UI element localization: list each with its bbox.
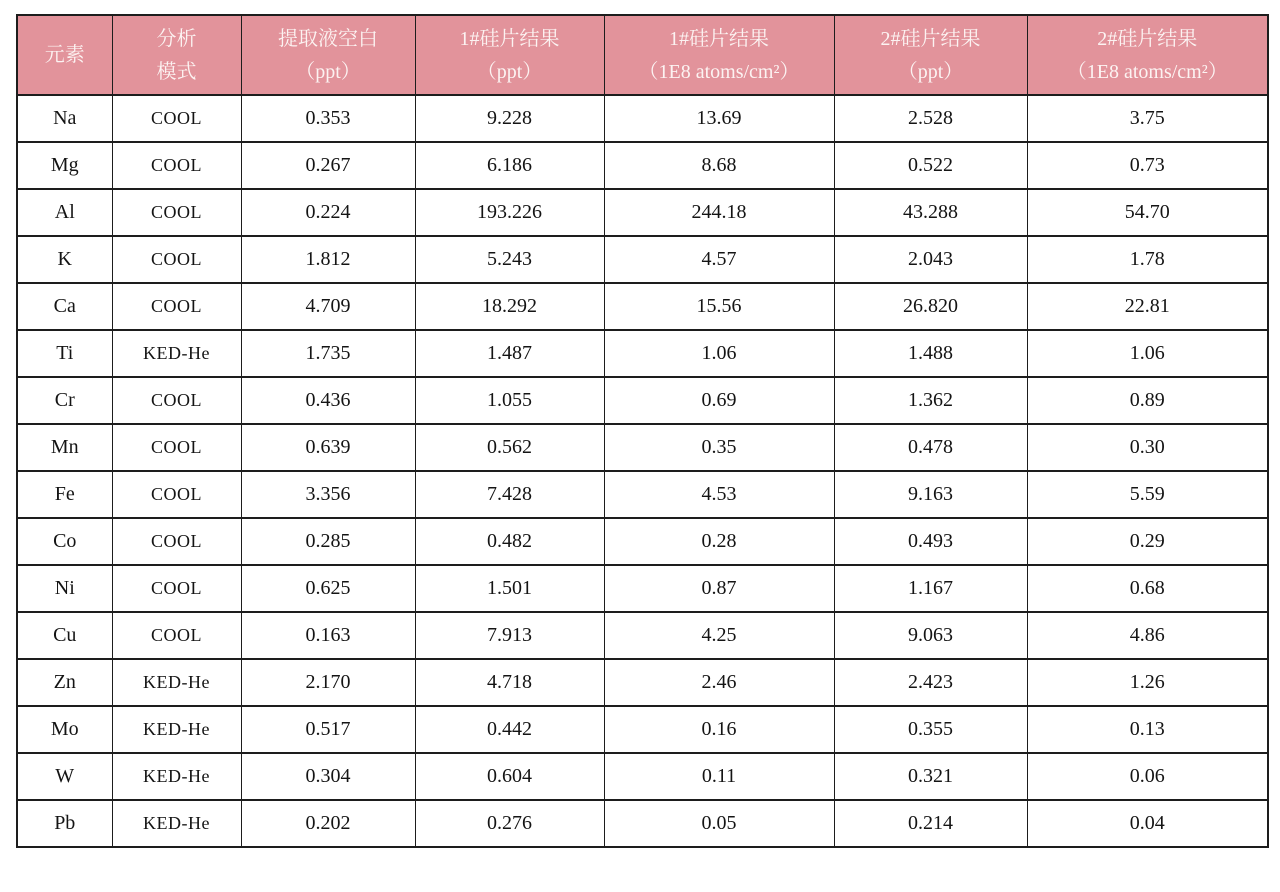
cell-w2_ppt: 9.163 bbox=[834, 471, 1027, 518]
cell-w2_ppt: 0.355 bbox=[834, 706, 1027, 753]
header-label: 分析 bbox=[156, 27, 197, 50]
cell-mode: COOL bbox=[112, 518, 241, 565]
cell-w1_ppt: 18.292 bbox=[415, 283, 604, 330]
cell-w2_atoms: 4.86 bbox=[1027, 612, 1268, 659]
header-cell-wafer1-ppt bbox=[415, 15, 604, 95]
cell-w1_ppt: 0.562 bbox=[415, 424, 604, 471]
cell-w1_ppt: 1.501 bbox=[415, 565, 604, 612]
table-row bbox=[17, 424, 1268, 471]
cell-w1_atoms: 0.28 bbox=[604, 518, 834, 565]
header-cell-wafer2-ppt bbox=[834, 15, 1027, 95]
table-row bbox=[17, 95, 1268, 142]
cell-w2_ppt: 0.478 bbox=[834, 424, 1027, 471]
cell-w2_atoms: 0.89 bbox=[1027, 377, 1268, 424]
cell-w2_atoms: 0.13 bbox=[1027, 706, 1268, 753]
cell-w1_atoms: 1.06 bbox=[604, 330, 834, 377]
cell-mode: KED-He bbox=[112, 659, 241, 706]
cell-w2_atoms: 1.26 bbox=[1027, 659, 1268, 706]
cell-w2_atoms: 0.29 bbox=[1027, 518, 1268, 565]
cell-w1_atoms: 8.68 bbox=[604, 142, 834, 189]
cell-element: Fe bbox=[17, 471, 112, 518]
header-cell-wafer2-atoms bbox=[1027, 15, 1268, 95]
cell-mode: COOL bbox=[112, 377, 241, 424]
cell-w2_atoms: 5.59 bbox=[1027, 471, 1268, 518]
cell-w2_atoms: 0.06 bbox=[1027, 753, 1268, 800]
cell-w1_ppt: 7.913 bbox=[415, 612, 604, 659]
cell-blank_ppt: 0.285 bbox=[241, 518, 415, 565]
cell-mode: COOL bbox=[112, 95, 241, 142]
cell-w2_ppt: 2.043 bbox=[834, 236, 1027, 283]
cell-w1_ppt: 193.226 bbox=[415, 189, 604, 236]
header-cell-element bbox=[17, 15, 112, 95]
header-label: 1#硅片结果 bbox=[669, 27, 769, 50]
header-cell-blank-ppt bbox=[241, 15, 415, 95]
cell-blank_ppt: 0.639 bbox=[241, 424, 415, 471]
cell-blank_ppt: 0.267 bbox=[241, 142, 415, 189]
table-row bbox=[17, 471, 1268, 518]
header-cell-wafer1-atoms bbox=[604, 15, 834, 95]
header-label: 元素 bbox=[44, 44, 85, 66]
cell-w1_atoms: 0.87 bbox=[604, 565, 834, 612]
header-sublabel: （ppt） bbox=[476, 60, 543, 83]
cell-blank_ppt: 0.625 bbox=[241, 565, 415, 612]
cell-w2_ppt: 2.528 bbox=[834, 95, 1027, 142]
cell-mode: COOL bbox=[112, 424, 241, 471]
cell-w1_ppt: 4.718 bbox=[415, 659, 604, 706]
cell-mode: COOL bbox=[112, 283, 241, 330]
cell-w1_atoms: 0.05 bbox=[604, 800, 834, 847]
cell-w1_ppt: 0.442 bbox=[415, 706, 604, 753]
cell-element: Cu bbox=[17, 612, 112, 659]
cell-element: Cr bbox=[17, 377, 112, 424]
cell-element: Al bbox=[17, 189, 112, 236]
cell-blank_ppt: 3.356 bbox=[241, 471, 415, 518]
cell-w2_atoms: 0.04 bbox=[1027, 800, 1268, 847]
cell-w1_atoms: 4.53 bbox=[604, 471, 834, 518]
cell-blank_ppt: 0.163 bbox=[241, 612, 415, 659]
table-row bbox=[17, 753, 1268, 800]
cell-mode: KED-He bbox=[112, 330, 241, 377]
header-sublabel: 模式 bbox=[156, 60, 197, 83]
cell-w1_ppt: 7.428 bbox=[415, 471, 604, 518]
cell-w2_ppt: 1.488 bbox=[834, 330, 1027, 377]
cell-w1_ppt: 5.243 bbox=[415, 236, 604, 283]
cell-w2_atoms: 1.78 bbox=[1027, 236, 1268, 283]
cell-element: K bbox=[17, 236, 112, 283]
cell-w2_ppt: 0.493 bbox=[834, 518, 1027, 565]
table-row bbox=[17, 518, 1268, 565]
cell-element: Mo bbox=[17, 706, 112, 753]
header-sublabel: （1E8 atoms/cm²） bbox=[1066, 60, 1228, 83]
cell-w1_ppt: 0.604 bbox=[415, 753, 604, 800]
table-row bbox=[17, 330, 1268, 377]
cell-mode: KED-He bbox=[112, 800, 241, 847]
cell-w1_ppt: 9.228 bbox=[415, 95, 604, 142]
table-row bbox=[17, 189, 1268, 236]
cell-w2_atoms: 0.30 bbox=[1027, 424, 1268, 471]
cell-w1_ppt: 1.487 bbox=[415, 330, 604, 377]
header-row bbox=[17, 15, 1268, 95]
cell-w2_atoms: 0.73 bbox=[1027, 142, 1268, 189]
cell-w2_ppt: 0.522 bbox=[834, 142, 1027, 189]
header-label: 2#硅片结果 bbox=[1097, 27, 1198, 50]
cell-blank_ppt: 0.224 bbox=[241, 189, 415, 236]
cell-blank_ppt: 0.353 bbox=[241, 95, 415, 142]
cell-element: Mn bbox=[17, 424, 112, 471]
cell-mode: KED-He bbox=[112, 753, 241, 800]
wafer-results-table bbox=[16, 14, 1269, 848]
cell-mode: KED-He bbox=[112, 706, 241, 753]
cell-w2_ppt: 26.820 bbox=[834, 283, 1027, 330]
header-label: 1#硅片结果 bbox=[459, 27, 560, 50]
table-row bbox=[17, 706, 1268, 753]
table-row bbox=[17, 236, 1268, 283]
cell-w2_ppt: 9.063 bbox=[834, 612, 1027, 659]
table-body bbox=[17, 95, 1268, 847]
cell-w1_atoms: 244.18 bbox=[604, 189, 834, 236]
header-sublabel: （ppt） bbox=[295, 60, 361, 83]
header-sublabel: （ppt） bbox=[897, 60, 964, 83]
cell-w1_atoms: 0.35 bbox=[604, 424, 834, 471]
cell-blank_ppt: 4.709 bbox=[241, 283, 415, 330]
cell-w1_ppt: 6.186 bbox=[415, 142, 604, 189]
cell-element: W bbox=[17, 753, 112, 800]
table-row bbox=[17, 142, 1268, 189]
cell-w2_ppt: 0.321 bbox=[834, 753, 1027, 800]
cell-blank_ppt: 0.517 bbox=[241, 706, 415, 753]
cell-w1_atoms: 2.46 bbox=[604, 659, 834, 706]
cell-blank_ppt: 0.304 bbox=[241, 753, 415, 800]
cell-element: Zn bbox=[17, 659, 112, 706]
header-cell-mode bbox=[112, 15, 241, 95]
cell-element: Mg bbox=[17, 142, 112, 189]
cell-element: Co bbox=[17, 518, 112, 565]
cell-element: Na bbox=[17, 95, 112, 142]
header-label: 提取液空白 bbox=[278, 27, 378, 50]
cell-w1_atoms: 4.25 bbox=[604, 612, 834, 659]
table-header bbox=[17, 15, 1268, 95]
cell-w2_atoms: 3.75 bbox=[1027, 95, 1268, 142]
cell-mode: COOL bbox=[112, 142, 241, 189]
cell-blank_ppt: 0.202 bbox=[241, 800, 415, 847]
cell-w2_ppt: 0.214 bbox=[834, 800, 1027, 847]
table-row bbox=[17, 800, 1268, 847]
cell-mode: COOL bbox=[112, 236, 241, 283]
cell-w2_atoms: 22.81 bbox=[1027, 283, 1268, 330]
cell-element: Ti bbox=[17, 330, 112, 377]
cell-w1_atoms: 4.57 bbox=[604, 236, 834, 283]
table-row bbox=[17, 612, 1268, 659]
cell-mode: COOL bbox=[112, 471, 241, 518]
cell-blank_ppt: 1.735 bbox=[241, 330, 415, 377]
cell-w1_atoms: 15.56 bbox=[604, 283, 834, 330]
cell-blank_ppt: 2.170 bbox=[241, 659, 415, 706]
cell-blank_ppt: 0.436 bbox=[241, 377, 415, 424]
table-row bbox=[17, 659, 1268, 706]
cell-w1_ppt: 0.276 bbox=[415, 800, 604, 847]
cell-blank_ppt: 1.812 bbox=[241, 236, 415, 283]
cell-w1_ppt: 0.482 bbox=[415, 518, 604, 565]
cell-w1_atoms: 13.69 bbox=[604, 95, 834, 142]
cell-mode: COOL bbox=[112, 189, 241, 236]
table-row bbox=[17, 377, 1268, 424]
cell-mode: COOL bbox=[112, 612, 241, 659]
cell-w2_ppt: 1.362 bbox=[834, 377, 1027, 424]
cell-w2_ppt: 2.423 bbox=[834, 659, 1027, 706]
cell-element: Pb bbox=[17, 800, 112, 847]
cell-w1_atoms: 0.69 bbox=[604, 377, 834, 424]
cell-w2_ppt: 1.167 bbox=[834, 565, 1027, 612]
cell-element: Ni bbox=[17, 565, 112, 612]
table-row bbox=[17, 283, 1268, 330]
cell-w1_atoms: 0.16 bbox=[604, 706, 834, 753]
cell-mode: COOL bbox=[112, 565, 241, 612]
cell-w2_atoms: 0.68 bbox=[1027, 565, 1268, 612]
cell-w2_atoms: 54.70 bbox=[1027, 189, 1268, 236]
cell-w2_ppt: 43.288 bbox=[834, 189, 1027, 236]
cell-w2_atoms: 1.06 bbox=[1027, 330, 1268, 377]
results-table-wrap bbox=[16, 14, 1269, 848]
table-row bbox=[17, 565, 1268, 612]
cell-element: Ca bbox=[17, 283, 112, 330]
cell-w1_ppt: 1.055 bbox=[415, 377, 604, 424]
header-label: 2#硅片结果 bbox=[880, 27, 981, 50]
header-sublabel: （1E8 atoms/cm²） bbox=[638, 60, 800, 83]
cell-w1_atoms: 0.11 bbox=[604, 753, 834, 800]
